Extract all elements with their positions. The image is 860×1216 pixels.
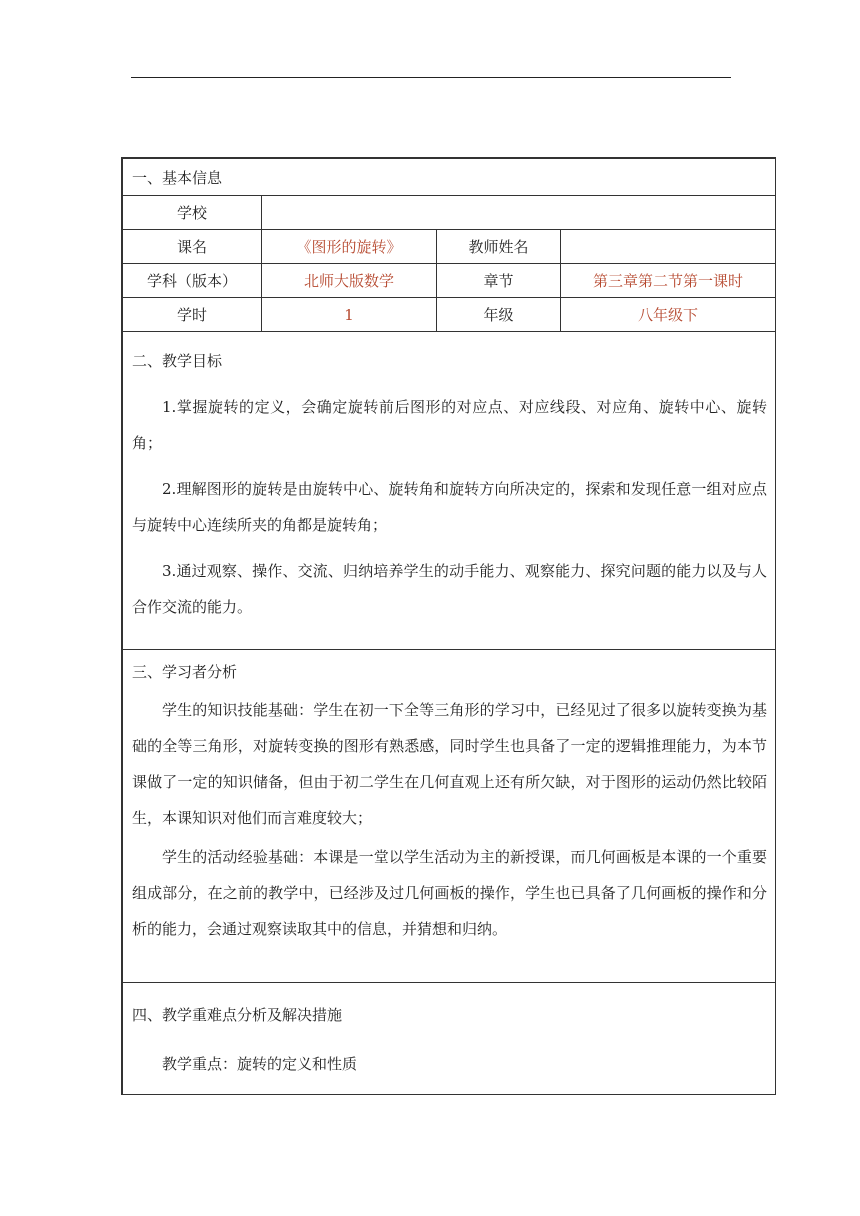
teacher-label: 教师姓名: [437, 230, 561, 263]
section-key-difficulties: [123, 983, 775, 1094]
section-teaching-goals: [123, 332, 775, 650]
course-label: 课名: [123, 230, 262, 263]
hours-label: 学时: [123, 298, 262, 331]
section-title: 二、教学目标: [132, 352, 223, 370]
chapter-label: 章节: [437, 264, 561, 297]
goal-item: 1.掌握旋转的定义，会确定旋转前后图形的对应点、对应线段、对应角、旋转中心、旋转角；: [132, 398, 767, 452]
teacher-value: [561, 230, 775, 263]
section-learner-analysis: [123, 650, 775, 983]
lesson-plan-table: [121, 157, 776, 1095]
key-point: 教学重点：旋转的定义和性质: [162, 1055, 358, 1073]
subject-value: 北师大版数学: [262, 264, 437, 297]
info-row-subject: [123, 264, 775, 298]
hours-value: 1: [262, 298, 437, 331]
learner-paragraph: 学生的活动经验基础：本课是一堂以学生活动为主的新授课，而几何画板是本课的一个重要组成部分，在之前的教学中，已经涉及过几何画板的操作，学生也已具备了几何画板的操作和分析的能力，会通过观察读取其中的信息，并猜想和归纳。: [132, 848, 767, 938]
section-title: 三、学习者分析: [132, 662, 238, 681]
school-value: [262, 196, 775, 229]
grade-value: 八年级下: [637, 306, 698, 324]
info-row-course: [123, 230, 775, 264]
goal-item: 2.理解图形的旋转是由旋转中心、旋转角和旋转方向所决定的，探索和发现任意一组对应点与旋转中心连续所夹的角都是旋转角；: [132, 480, 767, 534]
info-row-school: [123, 196, 775, 230]
goal-item: 3.通过观察、操作、交流、归纳培养学生的动手能力、观察能力、探究问题的能力以及与人合作交流的能力。: [132, 562, 767, 616]
grade-label: 年级: [437, 298, 561, 331]
section-basic-info: [123, 159, 775, 196]
section-title: 四、教学重难点分析及解决措施: [132, 1006, 343, 1024]
section-title: 一、基本信息: [132, 168, 223, 187]
school-label: 学校: [123, 196, 262, 229]
header-rule: [131, 77, 731, 78]
chapter-value: 第三章第二节第一课时: [592, 272, 743, 290]
info-row-hours: [123, 298, 775, 332]
learner-paragraph: 学生的知识技能基础：学生在初一下全等三角形的学习中，已经见过了很多以旋转变换为基础的全等三角形，对旋转变换的图形有熟悉感，同时学生也具备了一定的逻辑推理能力，为本节课做了一定的知识储备，但由于初二学生在几何直观上还有所欠缺，对于图形的运动仍然比较陌生，本课知识对他们而言难度较大；: [132, 701, 767, 827]
subject-label: 学科（版本）: [123, 264, 262, 297]
course-value: 《图形的旋转》: [262, 230, 437, 263]
